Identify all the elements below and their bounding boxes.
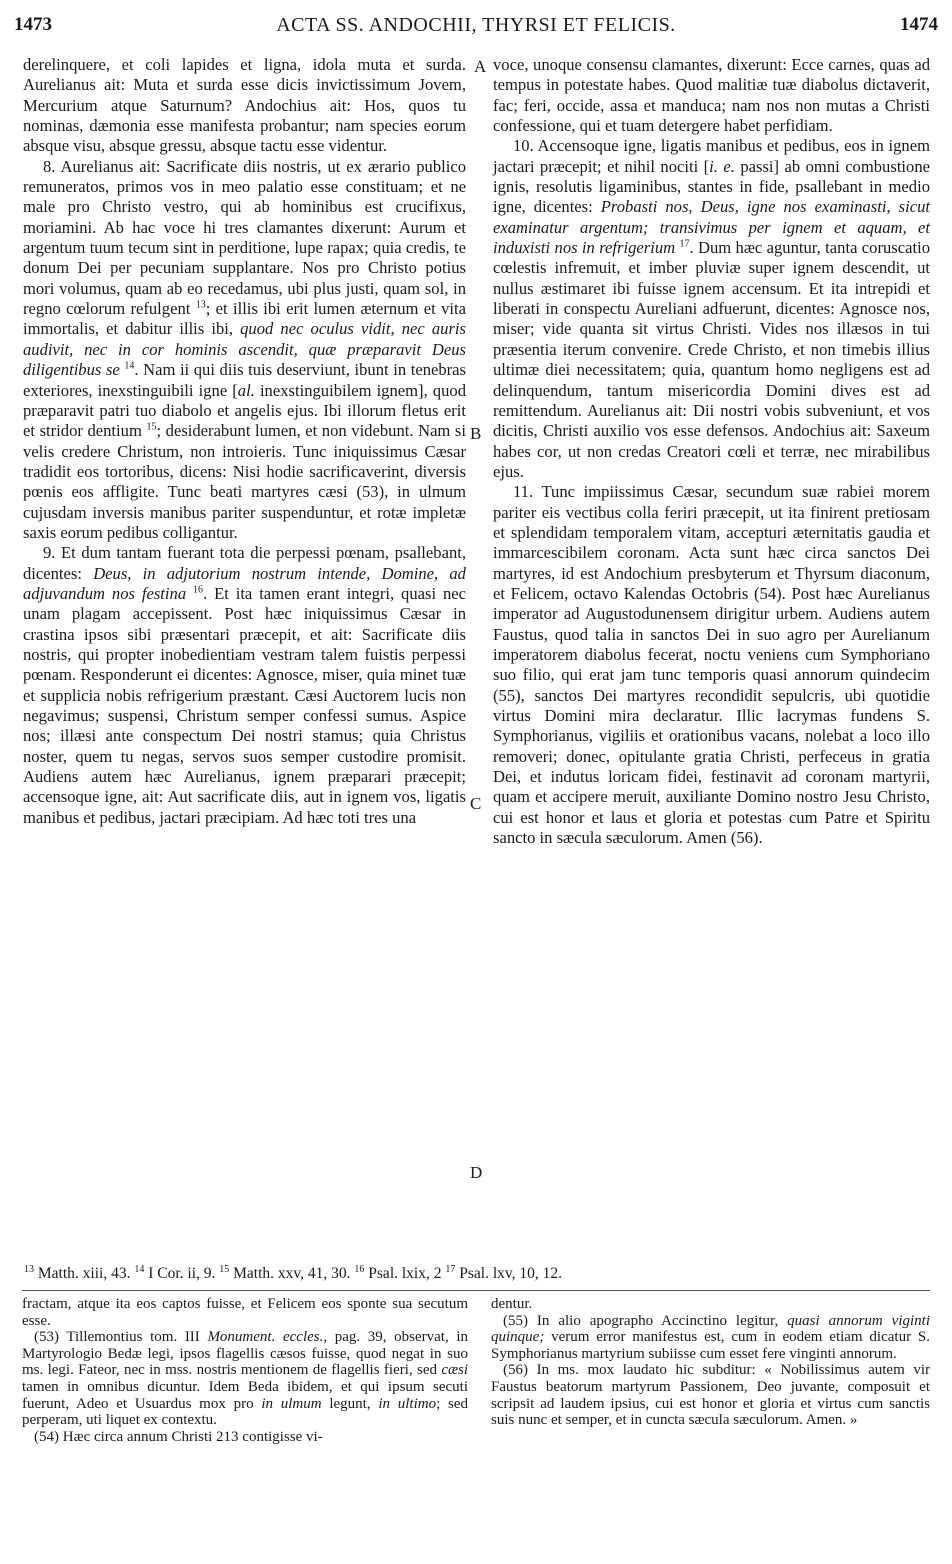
margin-letter-d: D bbox=[470, 1163, 483, 1182]
paragraph bbox=[493, 136, 930, 482]
paragraph bbox=[23, 543, 466, 828]
text-run: . Et ita tamen erant integri, quasi nec unam plagam accepissent. Post hæc iniquissimus Cæsar in crastina ipsos sibi præsentari præcepit, et ait: Sacrificate diis nostris, qui propter inobedientiam vestram talem fuistis perpessi pœnam. Responderunt ei dicentes: Agnosce, miser, quia minet tuæ et supplicia nobis refrigerium præstant. Cæsi Auctorem lucis non negavimus; suspensi, Christum semper confessi sumus. Aspice nos; illæsi ante conspectum Dei nostri stamus; quia Christus noster, quem tu negas, servos suos semper custodire promisit. Audiens autem hæc Aurelianus, ignem præparari præcepit; accensoque igne, ait: Aut sacrificate diis, aut in ignem vos, ligatis manibus et pedibus, jactari præcipiam. Ad hæc toti tres una bbox=[23, 583, 466, 827]
text-run: voce, unoque consensu clamantes, dixerunt: Ecce carnes, quas ad tempus in potestate habes. Quod malitiæ tuæ diabolus dictaverit, fac; feri, occide, assa et manduca; nam nos non mutas a Christi confessione, qui et tuam detergere habet perfidiam. bbox=[493, 55, 930, 136]
text-run: inexstinguibilem ignem], quod præparavit patri tuo diabolo et angelis ejus. Ibi illorum fletus erit et stridor dentium bbox=[23, 380, 466, 441]
text-run: I Cor. ii, 9. bbox=[144, 1265, 220, 1282]
text-run: ; sed perperam, uti liquet ex contextu. bbox=[22, 1395, 468, 1429]
text-run: Psal. lxv, 10, 12. bbox=[455, 1265, 562, 1282]
text-run: derelinquere, et coli lapides et ligna, idola muta et surda. Aurelianus ait: Muta et surda esse dicis invictissimum Jovem, Mercurium atque Saturnum? Andochius ait: Hos, quos tu nominas, dæmonia esse manifesta probantur; nam species eorum absque visu, absque gressu, absque tactu esse videntur. bbox=[23, 55, 466, 156]
margin-letter-c: C bbox=[470, 794, 482, 813]
text-run: 11. Tunc impiissimus Cæsar, secundum suæ rabiei morem pariter eis vectibus colla feriri præcepit, ut ita finirent pretiosam et splendidam temporalem vitam, accepturi æternitatis gaudia et immarcescibilem coronam. Acta sunt hæc circa sanctos Dei martyres, id est Andochium presbyterum et Thyrsum diaconum, et Felicem, octavo Kalendas Octobris (54). Post hæc Aurelianus imperator ad Augustodunensem dirigitur urbem. Audiens autem Faustus, quod talia in sanctos Dei in suo agro per Aurelianum imperatorem diabolus fecerat, noctu veniens cum Symphoriano suo filio, qui erat jam tunc temporis quasi annorum quindecim (55), sanctos Dei martyres recondidit sepulcris, ubi quotidie virtus Domini mira declaratur. Illic lacrymas fundens S. Symphorianus, vigiliis et orationibus vacans, nolebat a loco illo removeri; donec, opitulante gratia Christi, perfeceus in gratia Dei, et indutus loricam fidei, festinavit ad coronam martyrii, quam et accipere meruit, auxiliante Domino nostro Jesu Christo, cui est honor et laus et gloria et potestas cum Patre et Spiritu sancto in sæcula sæculorum. Amen (56). bbox=[493, 482, 930, 848]
text-run: , pag. 39, observat, in Martyrologio Bedæ legi, ipsos flagellis cæsos fuisse, quod negat in suo ms. legi. Fateor, nec in mss. nostris mentionem de flagellis fieri, sed bbox=[22, 1329, 468, 1379]
footnote-marker: 17 bbox=[679, 238, 690, 250]
text-run: dentur. bbox=[491, 1296, 533, 1312]
text-run: passi] ab omni combustione ignis, resolutis ligaminibus, stantes in fide, psallebant in medio igne, dicentes: bbox=[493, 156, 930, 217]
italic-text: in ulmum bbox=[261, 1395, 322, 1412]
text-run: (54) Hæc circa annum Christi 213 contigisse vi- bbox=[34, 1428, 323, 1445]
text-run: Psal. lxix, 2 bbox=[364, 1265, 446, 1282]
text-run: ; desiderabunt lumen, et non videbunt. Nam si velis credere Christum, non introieris. Tunc iniquissimus Cæsar tradidit eos tortoribus, dicens: Nisi hodie sacrificaverint, diversis pœnis eos affligite. Tunc beati martyres cæsi (53), in ulmum cujusdam inversis manibus pariter suspenduntur, et rotæ impletæ saxis eorum pedibus colligantur. bbox=[23, 421, 466, 542]
paragraph bbox=[23, 157, 466, 544]
footnote-divider bbox=[22, 1290, 930, 1291]
footnote-marker: 16 bbox=[193, 584, 204, 596]
margin-letter-b: B bbox=[470, 424, 482, 443]
footnote-marker: 13 bbox=[24, 1263, 34, 1275]
right-column bbox=[493, 55, 930, 848]
text-run: (55) In alio apographo Accinctino legitur, bbox=[503, 1312, 788, 1329]
text-run: . Dum hæc aguntur, tanta coruscatio cœlestis infremuit, et imber pluviæ super ignem descendit, ut nullus æstimaret ibi fuisse ignem accensum. Et ita intrepidi et liberati in conspectu Aureliani adfuerunt, dicentes: Agnosce nos, miser; vide quanta sit virtus Christi. Vides nos illæsos in tui præsentia iterum convenire. Crede Christo, et non timebis illius ultimæ diei necessitatem; quia, quantum homo negligens est ad delinquendum, tantum misericordia Domini dives est ad remittendum. Aurelianus ait: Dii nostri vobis subveniunt, et vos dicitis, Christi auxilio vos esse defensos. Andochius ait: Saxeum habes cor, ut non credas Creatori cœli et terræ, nec mirabilibus ejus. bbox=[493, 238, 930, 481]
footnote-marker: 13 bbox=[195, 299, 206, 311]
scripture-references bbox=[24, 1265, 929, 1283]
footnote bbox=[491, 1362, 930, 1428]
italic-text: i. e. bbox=[709, 156, 735, 176]
text-run: 9. Et dum tantam fuerant tota die perpessi pœnam, psallebant, dicentes: bbox=[23, 543, 466, 583]
italic-text: quod nec oculus vidit, nec auris audivit, nec in cor hominis ascendit, quæ præparavit Deus diligentibus se bbox=[23, 319, 466, 380]
footnote-marker: 14 bbox=[124, 360, 135, 372]
footnote-marker: 14 bbox=[134, 1263, 145, 1275]
italic-text: Probasti nos, Deus, igne nos examinasti, sicut examinatur argentum; transivimus per ignem et aquam, et induxisti nos in refrigerium bbox=[493, 197, 931, 258]
text-run: . Nam ii qui diis tuis deserviunt, ibunt in tenebras exteriores, inexstinguibili igne [ bbox=[23, 360, 466, 400]
footnote-marker: 16 bbox=[354, 1263, 365, 1275]
footnote-marker: 15 bbox=[146, 421, 157, 433]
text-run: ; et illis ibi erit lumen æternum et vita immortalis, et dabitur illis ibi, bbox=[23, 299, 466, 339]
footnotes-right bbox=[491, 1296, 930, 1429]
text-run: Matth. xiii, 43. bbox=[34, 1265, 135, 1282]
italic-text: quasi annorum viginti quinque; bbox=[491, 1312, 930, 1346]
text-run: verum error manifestus est, cum in eodem etiam dicatur S. Symphorianus martyrium subiisse cum esset fere vinginti annorum. bbox=[491, 1329, 930, 1362]
paragraph bbox=[23, 55, 466, 157]
text-run: 10. Accensoque igne, ligatis manibus et pedibus, eos in ignem jactari præcepit; et nihil nociti [ bbox=[493, 136, 930, 176]
footnote bbox=[491, 1296, 930, 1313]
text-run: Matth. xxv, 41, 30. bbox=[229, 1265, 355, 1282]
text-run: 8. Aurelianus ait: Sacrificate diis nostris, ut ex ærario publico remuneratos, primos vos in meo palatio esse constituam; et ne male pro Christo vestro, qui ab hominibus est crucifixus, moriamini. Ab hac voce hi tres clamantes dixerunt: Aurum et argentum tuum tecum sint in perditione, lupe rapax; quia credis, te donum Dei per pecuniam supplantare. Nos pro Christo potius mori volumus, quam ab eo recedamus, ubi plus justi, quam sol, in regno cœlorum refulgent bbox=[23, 156, 466, 319]
text-run: (56) In ms. mox laudato hic subditur: « Nobilissimus autem vir Faustus beatorum martyrum Passionem, Deo juvante, composuit et scripsit ad laudem ipsius, cui est honor et gloria et virtus cum sanctis suis nunc et semper, et in cuncta sæcula sæculorum. Amen. » bbox=[491, 1362, 930, 1429]
running-title: ACTA SS. ANDOCHII, THYRSI ET FELICIS. bbox=[276, 14, 676, 36]
footnote-marker: 17 bbox=[445, 1263, 456, 1275]
italic-text: Monument. eccles. bbox=[207, 1329, 324, 1346]
text-run: legunt, bbox=[321, 1395, 379, 1412]
footnote bbox=[22, 1429, 468, 1446]
footnote bbox=[22, 1296, 468, 1329]
text-run: fractam, atque ita eos captos fuisse, et Felicem eos sponte sua secutum esse. bbox=[22, 1296, 468, 1329]
page-number-right: 1474 bbox=[900, 14, 938, 35]
text-run bbox=[186, 584, 193, 603]
text-run: tamen in omnibus dicuntur. Idem Beda ibidem, et qui ipsum secuti fuerunt, Adeo et Usuardus mox pro bbox=[22, 1378, 468, 1412]
paragraph bbox=[493, 482, 930, 848]
paragraph bbox=[493, 55, 930, 136]
italic-text: al. bbox=[237, 380, 255, 400]
page-number-left: 1473 bbox=[14, 14, 52, 35]
footnotes-left bbox=[22, 1296, 468, 1445]
left-column bbox=[23, 55, 466, 828]
footnote-marker: 15 bbox=[219, 1263, 230, 1275]
italic-text: Deus, in adjutorium nostrum intende, Domine, ad adjuvandum nos festina bbox=[23, 563, 466, 603]
page-header bbox=[14, 14, 938, 40]
italic-text: in ultimo bbox=[378, 1395, 437, 1412]
footnote bbox=[491, 1313, 930, 1363]
margin-letter-a: A bbox=[474, 57, 487, 76]
text-run: (53) Tillemontius tom. III bbox=[34, 1329, 208, 1346]
footnote bbox=[22, 1329, 468, 1429]
italic-text: cæsi bbox=[441, 1362, 468, 1379]
